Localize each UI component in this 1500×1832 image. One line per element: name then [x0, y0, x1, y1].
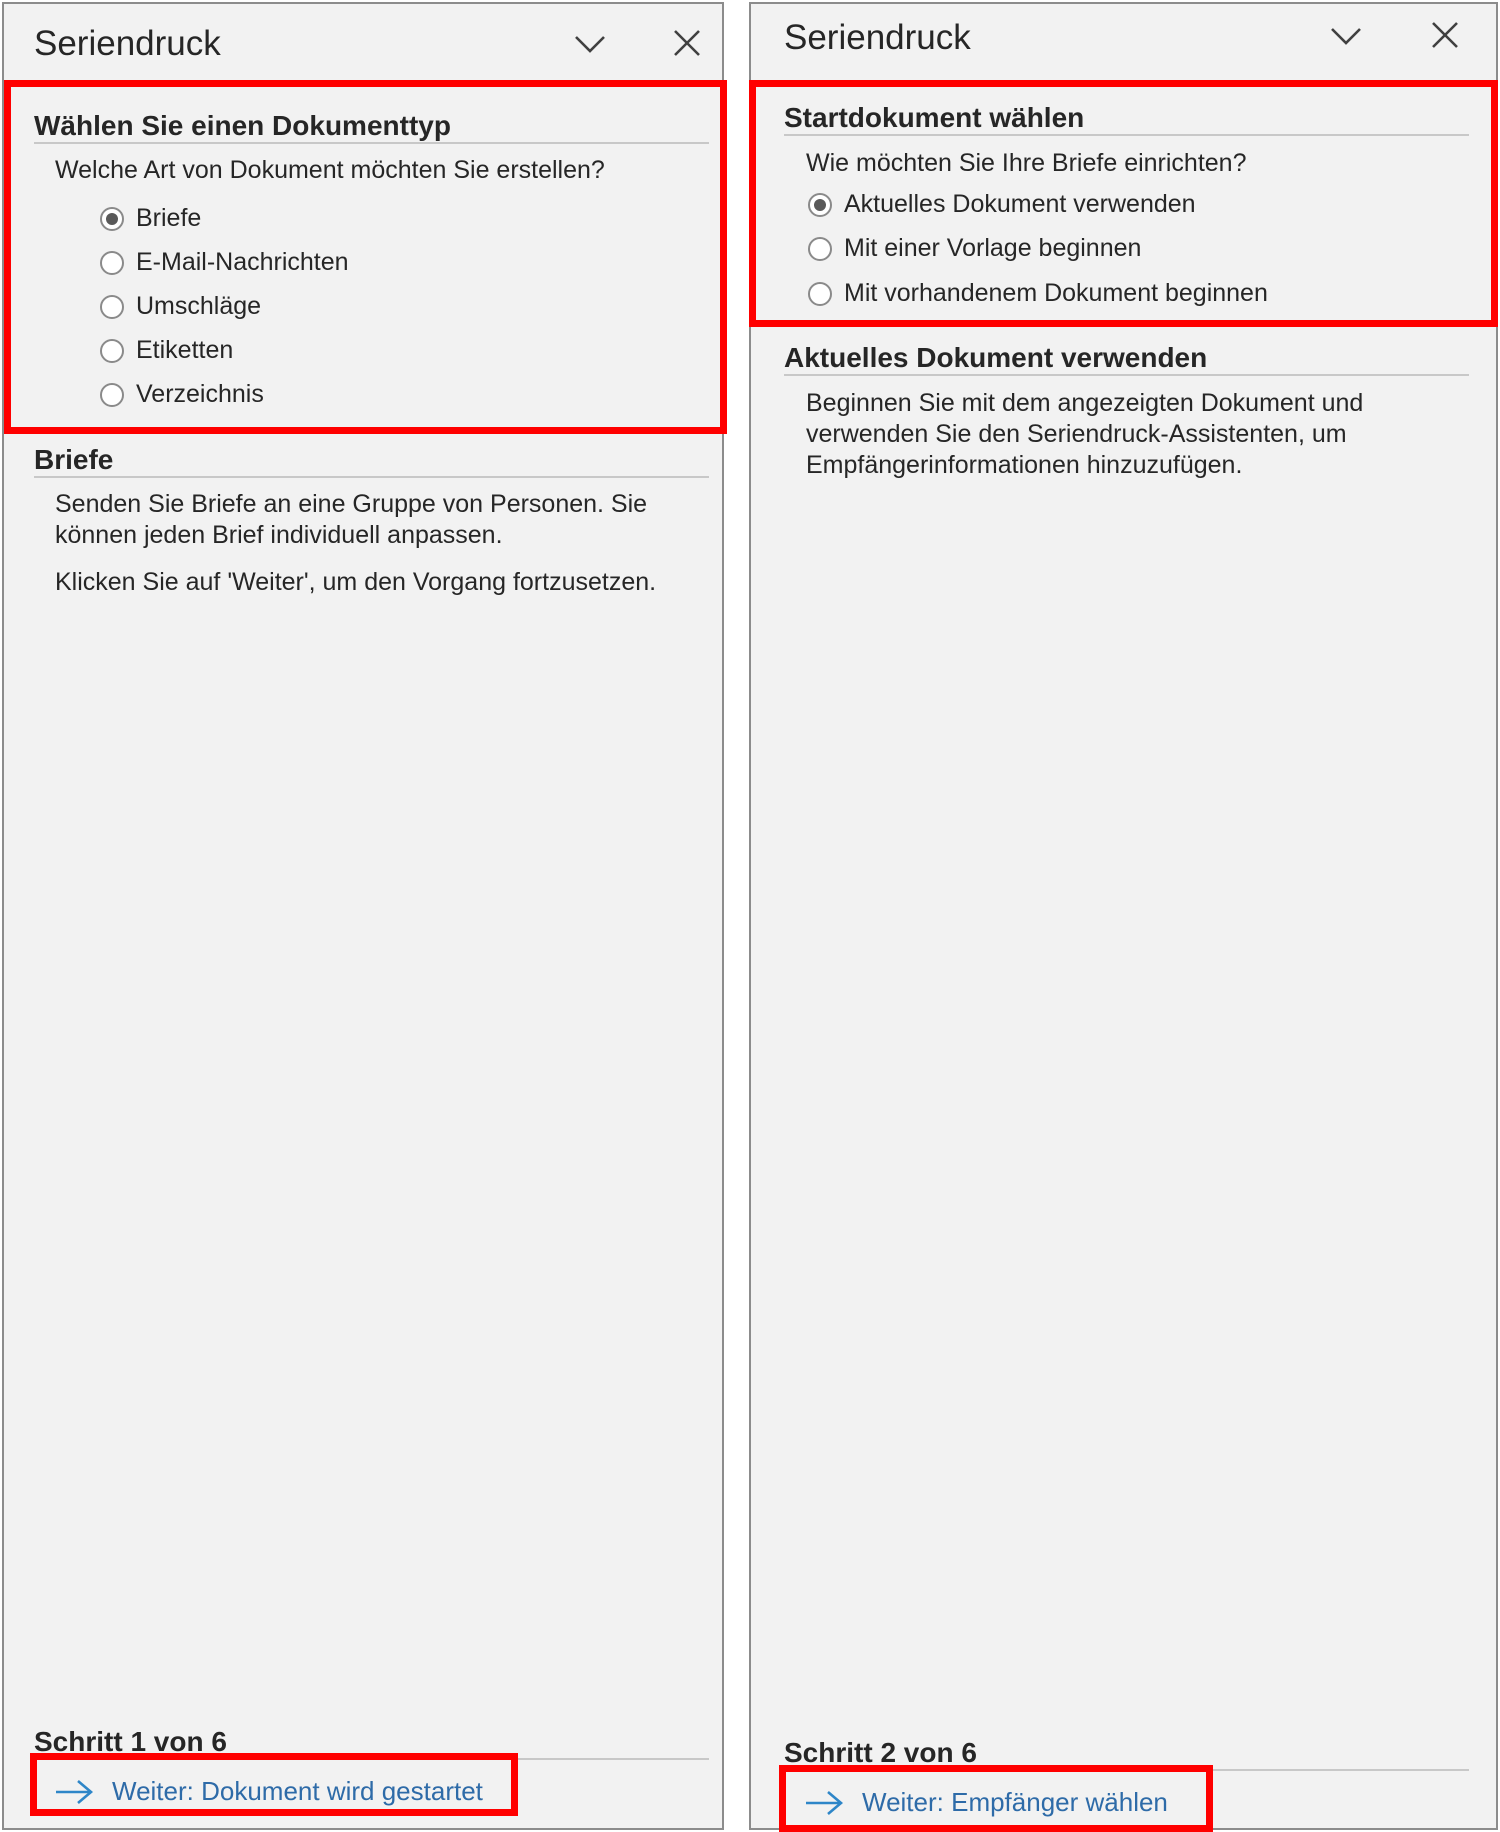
section-heading-start-document: Startdokument wählen [784, 102, 1085, 133]
radio-button[interactable] [100, 207, 124, 231]
radio-button[interactable] [100, 251, 124, 275]
section-divider [784, 1769, 1469, 1771]
close-pane-button[interactable] [670, 26, 704, 60]
radio-option-umschlaege[interactable] [100, 292, 261, 321]
mail-merge-pane-step-2 [749, 2, 1498, 1830]
chevron-down-icon [573, 26, 607, 60]
section-divider [34, 142, 709, 144]
section-divider [784, 134, 1469, 136]
radio-option-email[interactable] [100, 248, 349, 277]
close-pane-button[interactable] [1428, 18, 1462, 52]
section-heading-document-type: Wählen Sie einen Dokumenttyp [34, 110, 451, 141]
radio-button[interactable] [808, 282, 832, 306]
radio-label: Mit vorhandenem Dokument beginnen [844, 279, 1268, 307]
radio-button[interactable] [100, 339, 124, 363]
radio-label: Aktuelles Dokument verwenden [844, 190, 1196, 218]
radio-option-verzeichnis[interactable] [100, 380, 264, 409]
description-line-3: Empfängerinformationen hinzuzufügen. [806, 451, 1243, 479]
close-icon [1428, 18, 1462, 52]
description-line-2: verwenden Sie den Seriendruck-Assistenten, um [806, 420, 1347, 448]
radio-option-existing-document[interactable] [808, 279, 1268, 308]
radio-button[interactable] [100, 383, 124, 407]
continue-hint: Klicken Sie auf 'Weiter', um den Vorgang fortzusetzen. [55, 568, 657, 596]
next-step-label: Weiter: Empfänger wählen [862, 1787, 1168, 1817]
radio-selected-dot [106, 213, 118, 225]
radio-button[interactable] [100, 295, 124, 319]
radio-label: Mit einer Vorlage beginnen [844, 234, 1142, 262]
mail-merge-pane-step-1 [2, 2, 724, 1830]
section-heading-current-document: Aktuelles Dokument verwenden [784, 342, 1208, 373]
radio-label: Verzeichnis [136, 380, 264, 408]
close-icon [670, 26, 704, 60]
description-line-1: Senden Sie Briefe an eine Gruppe von Personen. Sie [55, 490, 648, 518]
description-line-2: können jeden Brief individuell anpassen. [55, 521, 503, 549]
radio-button[interactable] [808, 193, 832, 217]
start-document-question: Wie möchten Sie Ihre Briefe einrichten? [806, 149, 1247, 177]
arrow-right-icon [54, 1778, 94, 1806]
arrow-right-icon [804, 1789, 844, 1817]
section-heading-briefe: Briefe [34, 444, 114, 475]
pane-options-button[interactable] [573, 26, 607, 60]
radio-option-briefe[interactable] [100, 204, 201, 233]
chevron-down-icon [1329, 18, 1363, 52]
section-divider [34, 476, 709, 478]
radio-label: Etiketten [136, 336, 234, 364]
radio-button[interactable] [808, 237, 832, 261]
next-step-link[interactable] [804, 1787, 1168, 1818]
next-step-label: Weiter: Dokument wird gestartet [112, 1776, 483, 1806]
radio-option-current-document[interactable] [808, 190, 1196, 219]
description-line-1: Beginnen Sie mit dem angezeigten Dokument und [806, 389, 1364, 417]
next-step-link[interactable] [54, 1776, 483, 1807]
document-type-question: Welche Art von Dokument möchten Sie erstellen? [55, 156, 605, 184]
section-divider [784, 374, 1469, 376]
pane-title: Seriendruck [34, 24, 221, 63]
step-indicator: Schritt 2 von 6 [784, 1737, 977, 1768]
pane-title: Seriendruck [784, 18, 971, 57]
step-indicator: Schritt 1 von 6 [34, 1726, 227, 1757]
radio-option-template[interactable] [808, 234, 1141, 263]
radio-label: E-Mail-Nachrichten [136, 248, 349, 276]
pane-options-button[interactable] [1329, 18, 1363, 52]
radio-option-etiketten[interactable] [100, 336, 233, 365]
section-divider [34, 1758, 709, 1760]
radio-selected-dot [814, 199, 826, 211]
radio-label: Umschläge [136, 292, 262, 320]
radio-label: Briefe [136, 204, 202, 232]
